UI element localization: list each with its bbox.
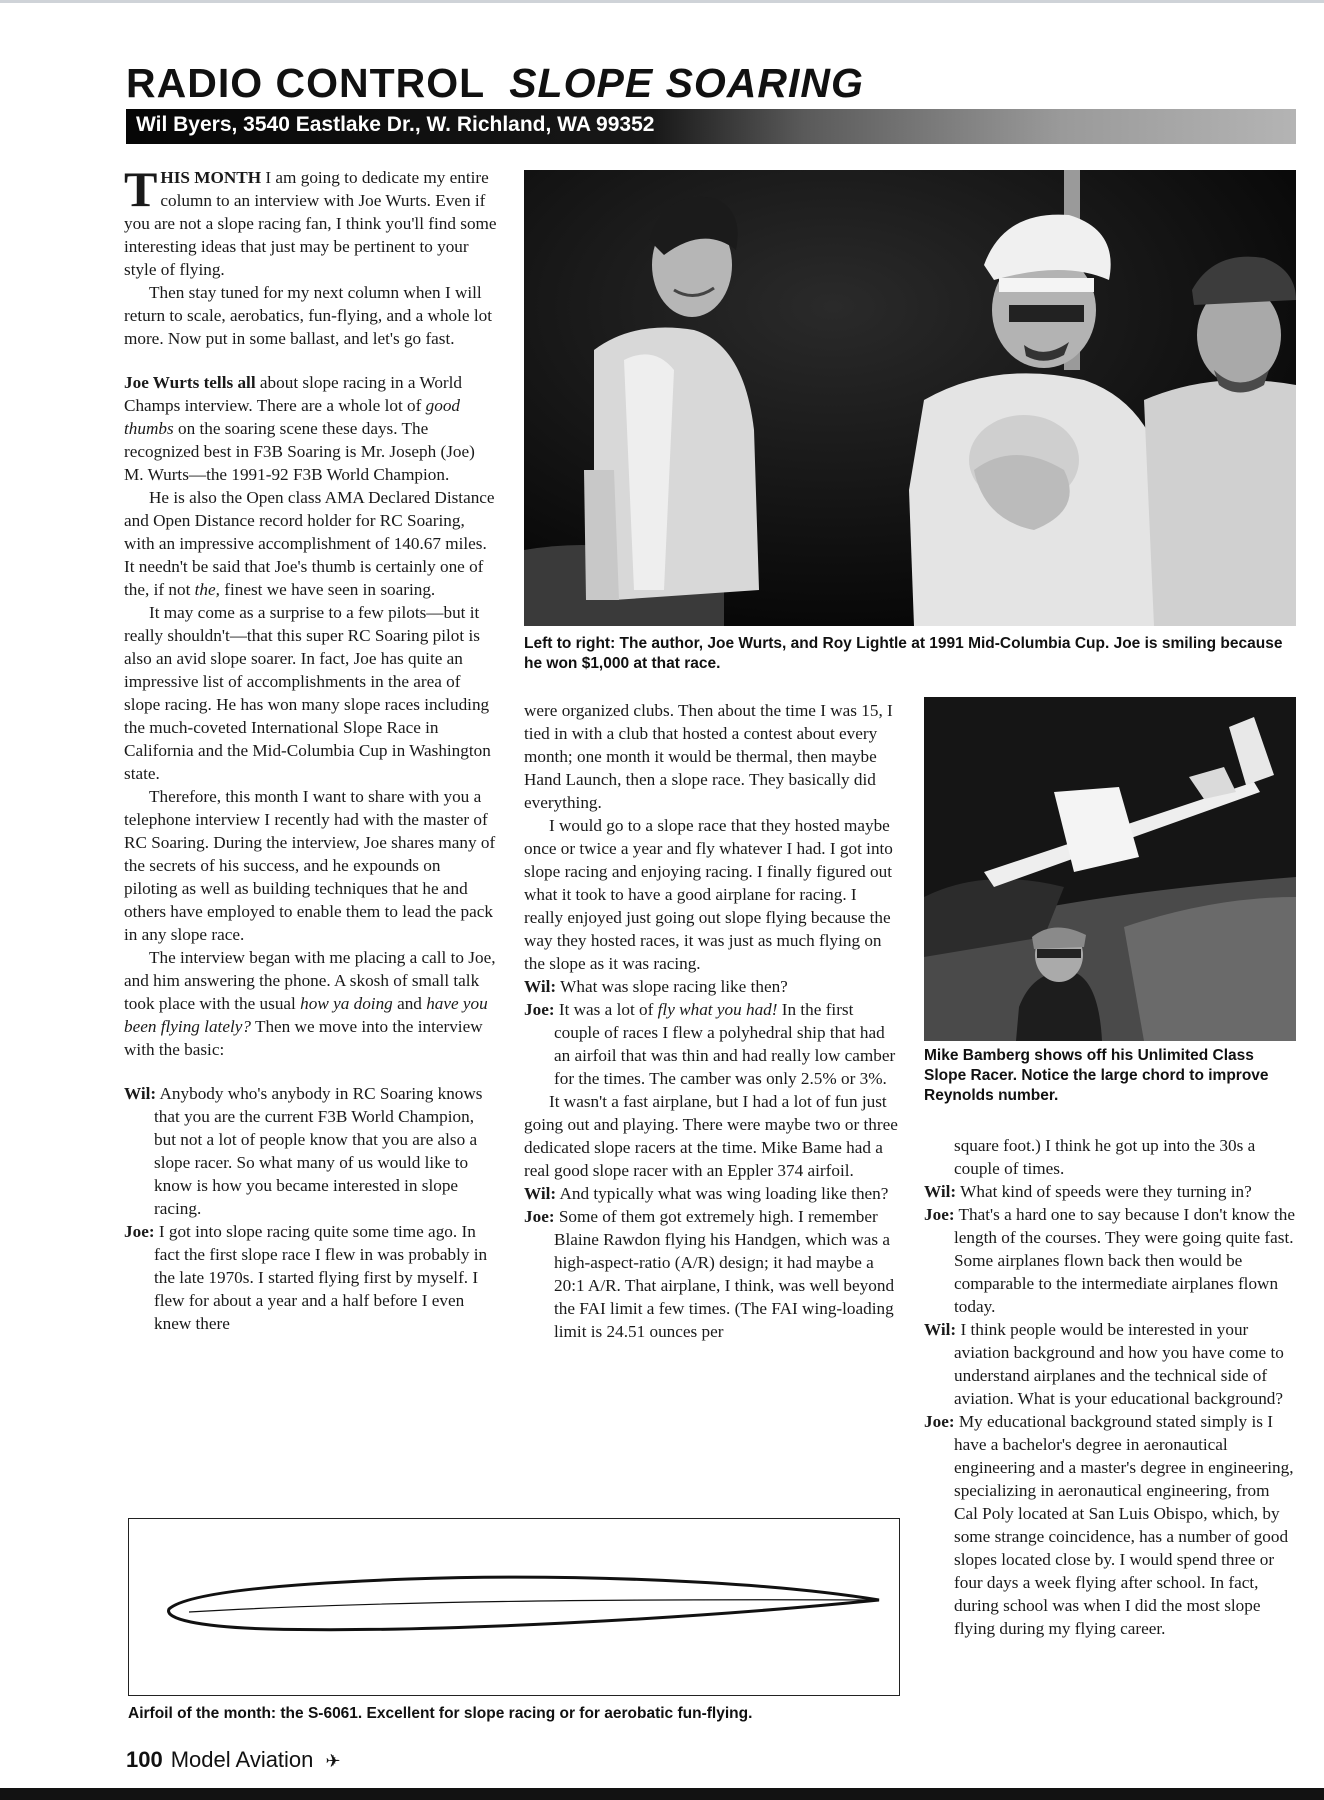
paragraph: Joe Wurts tells all about slope racing in a World Champs interview. There are a whole lot of good thumbs on the soaring scene these days. The recognized best in F3B Soaring is Mr. Joseph (Joe) M. Wurts—the 1991-92 F3B World Champion.	[124, 373, 475, 484]
interview-answer: Joe: I got into slope racing quite some time ago. In fact the first slope race I flew in was probably in the late 1970s. I started flying first by myself. I flew for about a year and a half before I even knew there	[124, 1222, 488, 1333]
byline-text: Wil Byers, 3540 Eastlake Dr., W. Richland, WA 99352	[136, 113, 655, 136]
paragraph: He is also the Open class AMA Declared Distance and Open Distance record holder for RC Soaring, with an impressive accomplishment of 140.67 miles. It needn't be said that Joe's thumb is certainly one of the, if not the, finest we have seen in soaring.	[124, 488, 495, 599]
column-3	[924, 1134, 1296, 1640]
interview-answer: Joe: That's a hard one to say because I don't know the length of the courses. They were going quite fast. Some airplanes flown back then would be comparable to the intermediate airplanes flown today.	[924, 1205, 1296, 1316]
page-footer	[126, 1747, 341, 1773]
airfoil-profile-drawing	[129, 1519, 899, 1695]
interview-answer: Joe: It was a lot of fly what you had! In the first couple of races I flew a polyhedral ship that had an airfoil that was thin and had really low camber for the times. The camber was only 2.5% or 3%.	[524, 1000, 896, 1088]
photo1-caption: Left to right: The author, Joe Wurts, and Roy Lightle at 1991 Mid-Columbia Cup. Joe is smiling because he won $1,000 at that race.	[524, 635, 1283, 672]
interview-question: Wil: What was slope racing like then?	[524, 977, 788, 996]
paragraph: The interview began with me placing a call to Joe, and him answering the phone. A skosh of small talk took place with the usual how ya doing and have you been flying lately? Then we move into the interview with the basic:	[124, 948, 496, 1059]
title-main: RADIO CONTROL	[126, 60, 486, 106]
airfoil-caption: Airfoil of the month: the S-6061. Excellent for slope racing or for aerobatic fun-flying.	[128, 1705, 753, 1722]
interview-question: Wil: Anybody who's anybody in RC Soaring knows that you are the current F3B World Champion, but not a lot of people know that you are also a slope racer. So what many of us would like to know is how you became interested in slope racing.	[124, 1084, 483, 1218]
photo-three-pilots	[524, 170, 1296, 626]
title-sub: SLOPE SOARING	[509, 60, 864, 106]
intro-lead: HIS MONTH	[160, 168, 262, 187]
paragraph: It may come as a surprise to a few pilots—but it really shouldn't—that this super RC Soaring pilot is also an avid slope soarer. In fact, Joe has quite an impressive list of accomplishments in the area of slope racing. He has won many slope races including the much-coveted International Slope Race in California and the Mid-Columbia Cup in Washington state.	[124, 603, 491, 783]
bottom-rule	[0, 1788, 1324, 1800]
top-rule	[0, 0, 1324, 3]
interview-question: Wil: And typically what was wing loading like then?	[524, 1184, 889, 1203]
magazine-name: Model Aviation	[170, 1747, 314, 1772]
photo-slope-racer-image	[924, 697, 1296, 1041]
airfoil-figure	[128, 1518, 900, 1696]
byline-bar	[126, 109, 1296, 144]
photo2-caption: Mike Bamberg shows off his Unlimited Class Slope Racer. Notice the large chord to improve Reynolds number.	[924, 1047, 1269, 1104]
photo-three-pilots-image	[524, 170, 1296, 626]
paragraph: were organized clubs. Then about the time I was 15, I tied in with a club that hosted a contest about every month; one month it would be thermal, then maybe Hand Launch, then a slope race. They basically did everything.	[524, 701, 893, 812]
interview-answer: Joe: My educational background stated simply is I have a bachelor's degree in aeronautical engineering and a master's degree in engineering, specializing in aeronautical engineering, from Cal Poly located at San Luis Obispo, which, by some strange coincidence, has a number of good slopes located close by. I would spend three or four days a week flying after school. In fact, during school was when I did the most slope flying during my flying career.	[924, 1412, 1294, 1638]
paragraph: square foot.) I think he got up into the 30s a couple of times.	[954, 1136, 1256, 1178]
paragraph: Then stay tuned for my next column when I will return to scale, aerobatics, fun-flying, and a whole lot more. Now put in some ballast, and let's go fast.	[124, 283, 492, 348]
column-1	[124, 161, 498, 1335]
page-number: 100	[126, 1747, 163, 1772]
interview-question: Wil: What kind of speeds were they turning in?	[924, 1182, 1252, 1201]
paragraph: It wasn't a fast airplane, but I had a lot of fun just going out and playing. There were maybe two or three dedicated slope racers at the time. Mike Bame had a real good slope racer with an Eppler 374 airfoil.	[524, 1092, 898, 1180]
drop-cap: T	[124, 161, 158, 217]
interview-question: Wil: I think people would be interested in your aviation background and how you have come to understand airplanes and the technical side of aviation. What is your educational background?	[924, 1320, 1284, 1408]
page-title	[126, 60, 864, 107]
photo-slope-racer	[924, 697, 1296, 1041]
interview-answer: Joe: Some of them got extremely high. I remember Blaine Rawdon flying his Handgen, which was a high-aspect-ratio (A/R) design; it had maybe a 20:1 A/R. That airplane, I think, was well beyond the FAI limit a few times. (The FAI wing-loading limit is 24.51 ounces per	[524, 1207, 895, 1341]
paragraph: I would go to a slope race that they hosted maybe once or twice a year and fly whatever I had. I got into slope racing and enjoying racing. I finally figured out what it took to have a good airplane for racing. I really enjoyed just going out slope flying because the way they hosted races, it was just as much flying on the slope as it was racing.	[524, 816, 893, 973]
intro-paragraph: THIS MONTH I am going to dedicate my entire column to an interview with Joe Wurts. Even if you are not a slope racing fan, I think you'll find some interesting ideas that just may be pertinent to your style of flying.	[124, 161, 497, 279]
column-2	[524, 699, 898, 1343]
paragraph: Therefore, this month I want to share with you a telephone interview I recently had with the master of RC Soaring. During the interview, Joe shares many of the secrets of his success, and he expounds on piloting as well as building techniques that he and others have employed to enable them to lead the pack in any slope race.	[124, 787, 496, 944]
airplane-icon: ✈	[325, 1751, 341, 1771]
